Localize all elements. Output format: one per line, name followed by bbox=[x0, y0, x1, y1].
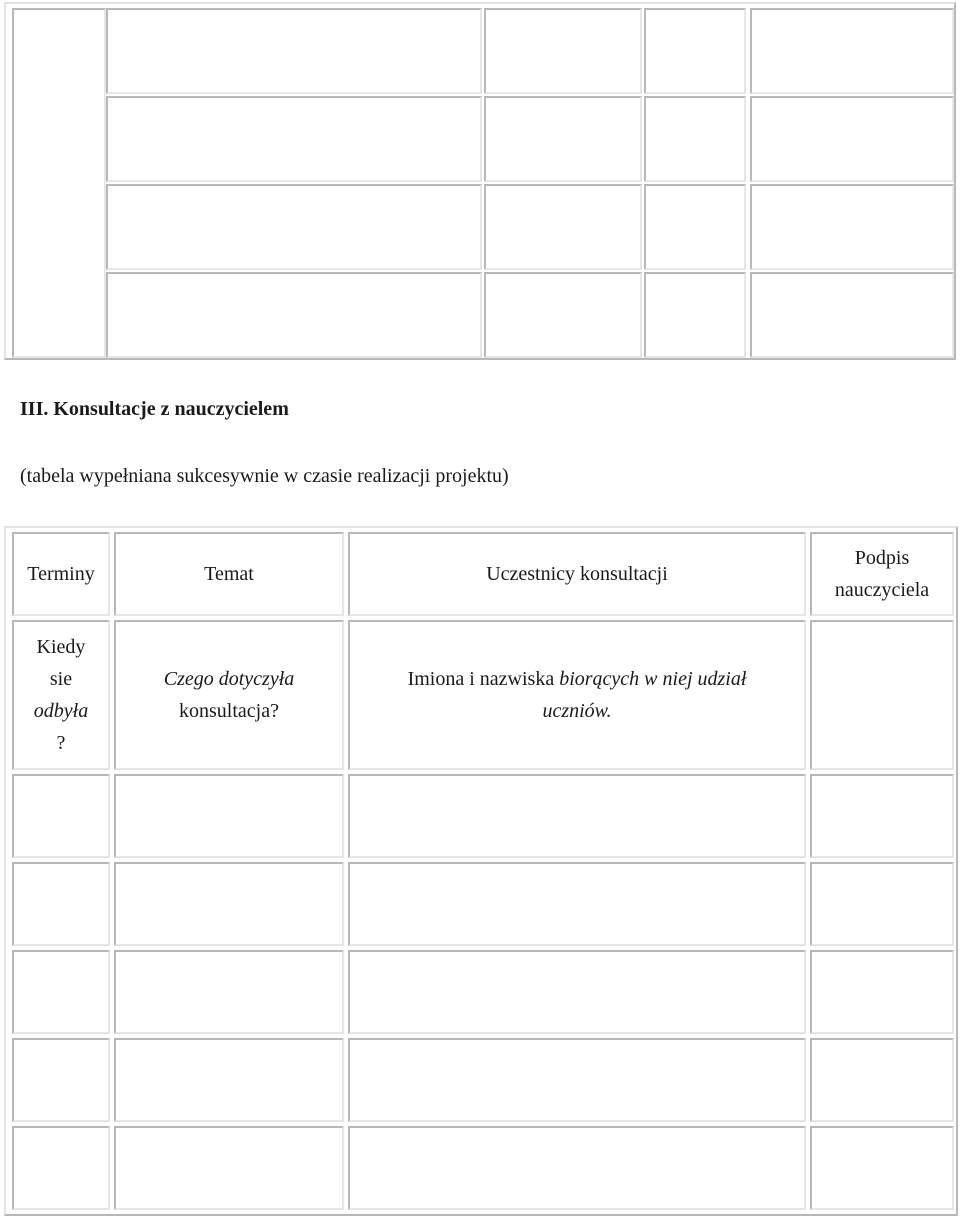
table-cell bbox=[750, 184, 954, 270]
table-cell bbox=[12, 8, 106, 358]
table-cell bbox=[12, 774, 110, 858]
table-cell bbox=[348, 950, 806, 1034]
table-cell bbox=[644, 272, 746, 358]
table-cell bbox=[114, 950, 344, 1034]
guide-czego: Czego dotyczyła konsultacja? bbox=[114, 620, 344, 770]
table-cell bbox=[750, 96, 954, 182]
table-cell bbox=[114, 1038, 344, 1122]
table-cell bbox=[348, 774, 806, 858]
header-uczestnicy: Uczestnicy konsultacji bbox=[348, 532, 806, 616]
table-cell bbox=[750, 8, 954, 94]
table-cell bbox=[810, 1038, 954, 1122]
header-podpis: Podpis nauczyciela bbox=[810, 532, 954, 616]
table-cell bbox=[484, 272, 642, 358]
table-cell bbox=[12, 950, 110, 1034]
table-cell bbox=[12, 1126, 110, 1210]
guide-kiedy: Kiedy sie odbyła ? bbox=[12, 620, 110, 770]
previous-table bbox=[4, 2, 956, 360]
table-cell bbox=[12, 862, 110, 946]
table-cell bbox=[106, 8, 482, 94]
section-title: III. Konsultacje z nauczycielem bbox=[20, 398, 289, 420]
table-cell bbox=[106, 184, 482, 270]
table-cell bbox=[484, 96, 642, 182]
table-cell bbox=[106, 96, 482, 182]
table-cell bbox=[810, 774, 954, 858]
table-cell bbox=[106, 272, 482, 358]
table-cell bbox=[750, 272, 954, 358]
guide-podpis bbox=[810, 620, 954, 770]
table-cell bbox=[810, 950, 954, 1034]
table-cell bbox=[644, 8, 746, 94]
header-temat: Temat bbox=[114, 532, 344, 616]
section-subtitle: (tabela wypełniana sukcesywnie w czasie realizacji projektu) bbox=[20, 465, 509, 487]
table-cell bbox=[484, 184, 642, 270]
table-cell bbox=[348, 1038, 806, 1122]
table-cell bbox=[810, 862, 954, 946]
table-cell bbox=[484, 8, 642, 94]
table-cell bbox=[644, 96, 746, 182]
table-cell bbox=[114, 774, 344, 858]
header-terminy: Terminy bbox=[12, 532, 110, 616]
consultation-table bbox=[4, 526, 958, 1216]
table-cell bbox=[810, 1126, 954, 1210]
table-cell bbox=[348, 1126, 806, 1210]
table-cell bbox=[348, 862, 806, 946]
table-cell bbox=[114, 1126, 344, 1210]
table-cell bbox=[12, 1038, 110, 1122]
guide-imiona: Imiona i nazwiska biorących w niej udział uczniów. bbox=[348, 620, 806, 770]
table-cell bbox=[644, 184, 746, 270]
table-cell bbox=[114, 862, 344, 946]
